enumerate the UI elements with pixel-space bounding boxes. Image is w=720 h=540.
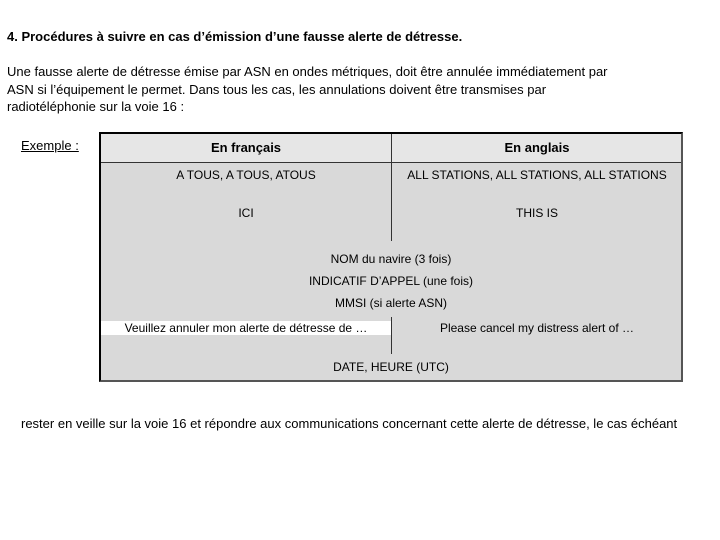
center-line-3: MMSI (si alerte ASN): [334, 296, 448, 310]
header-french: En français: [210, 140, 282, 155]
header-english: En anglais: [504, 140, 570, 155]
example-label: Exemple :: [21, 138, 79, 153]
intro-line-3: radiotéléphonie sur la voie 16 :: [7, 99, 185, 114]
center-line-2: INDICATIF D’APPEL (une fois): [308, 274, 474, 288]
row2-english: THIS IS: [515, 206, 558, 220]
page-heading: 4. Procédures à suivre en cas d’émission d’une fausse alerte de détresse.: [7, 29, 463, 44]
intro-line-1: Une fausse alerte de détresse émise par ASN en ondes métriques, doit être annulée immédiatement par: [7, 64, 608, 79]
row2-french: ICI: [238, 206, 254, 220]
phrase-table: [99, 132, 683, 382]
center-line-1: NOM du navire (3 fois): [330, 252, 452, 266]
row1-french: A TOUS, A TOUS, ATOUS: [176, 168, 316, 182]
final-line: DATE, HEURE (UTC): [333, 360, 449, 374]
row3-french: Veuillez annuler mon alerte de détresse de …: [101, 321, 391, 335]
intro-line-2: ASN si l’équipement le permet. Dans tous les cas, les annulations doivent être transmises par: [7, 82, 547, 97]
row1-english: ALL STATIONS, ALL STATIONS, ALL STATIONS: [407, 168, 667, 182]
footer-instruction: rester en veille sur la voie 16 et répondre aux communications concernant cette alerte de détresse, le cas échéant: [21, 416, 678, 431]
row3-english: Please cancel my distress alert of …: [439, 321, 635, 335]
